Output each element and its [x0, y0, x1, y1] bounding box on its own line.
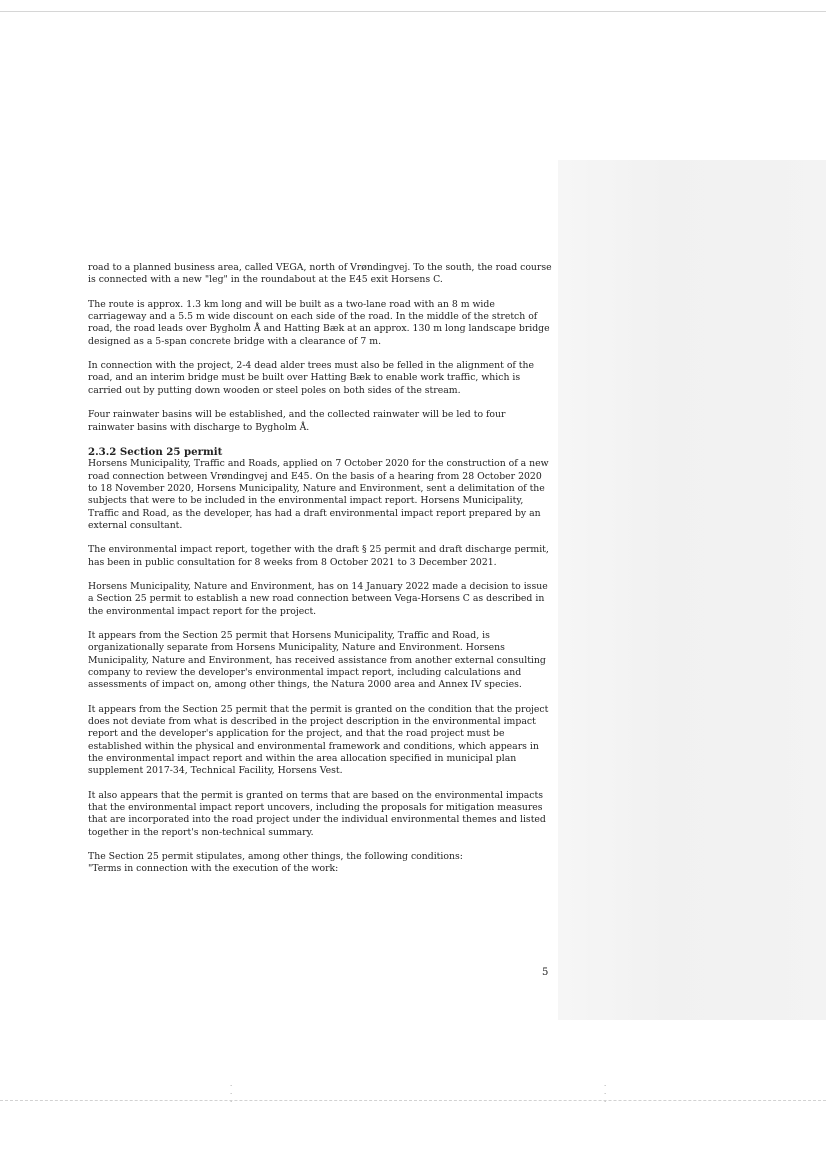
paragraph: It also appears that the permit is granted on terms that are based on the environmental impacts that the environmental impact report uncovers, including the proposals for mitigation measures that are incorporated into the road project under the individual environmental themes and listed together in the report's non-technical summary.	[88, 789, 546, 838]
paragraph: The route is approx. 1.3 km long and will be built as a two-lane road with an 8 m wide carriageway and a 5.5 m wide discount on each side of the road. In the middle of the stretch of road, the road leads over Bygholm Å and Hatting Bæk at an approx. 130 m long landscape bridge designed as a 5-span concrete bridge with a clearance of 7 m.	[88, 298, 550, 347]
paragraph: It appears from the Section 25 permit that the permit is granted on the condition that the project does not deviate from what is described in the project description in the environmental impact report and the developer's application for the project, and that the road project must be established within the physical and environmental framework and conditions, which appears in the environmental impact report and within the area allocation specified in municipal plan supplement 2017-34, Technical Facility, Horsens Vest.	[88, 703, 549, 777]
paragraph: Horsens Municipality, Traffic and Roads, applied on 7 October 2020 for the construction of a new road connection between Vrøndingvej and E45. On the basis of a hearing from 28 October 2020 to 18 November 2020, Horsens Municipality, Nature and Environment, sent a delimitation of the subjects that were to be included in the environmental impact report. Horsens Municipality, Traffic and Road, as the developer, has had a draft environmental impact report prepared by an external consultant.	[88, 458, 549, 531]
top-scan-rule	[0, 11, 826, 12]
section-heading: 2.3.2 Section 25 permit	[88, 446, 223, 459]
paragraph: In connection with the project, 2-4 dead alder trees must also be felled in the alignment of the road, and an interim bridge must be built over Hatting Bæk to enable work traffic, which is carried out by putting down wooden or steel poles on both sides of the stream.	[88, 360, 535, 396]
scan-shadow	[558, 160, 826, 1020]
page-number: 5	[542, 967, 549, 978]
paragraph: The environmental impact report, together with the draft § 25 permit and draft discharge permit, has been in public consultation for 8 weeks from 8 October 2021 to 3 December 2021.	[88, 544, 549, 568]
bottom-scan-rule	[0, 1100, 826, 1101]
closing-line: The Section 25 permit stipulates, among other things, the following conditions:	[88, 851, 463, 863]
paragraph: It appears from the Section 25 permit that Horsens Municipality, Traffic and Road, is organizationally separate from Horsens Municipality, Nature and Environment. Horsens Municipality, Nature and Environment, has received assistance from another external consulting company to review the developer's environmental impact report, including calculations and assessments of impact on, among other things, the Natura 2000 area and Annex IV species.	[88, 630, 546, 691]
document-body	[88, 262, 553, 876]
paragraph: Four rainwater basins will be established, and the collected rainwater will be led to four rainwater basins with discharge to Bygholm Å.	[88, 409, 506, 433]
scan-artifact: · · ·	[230, 1082, 233, 1106]
paragraph: road to a planned business area, called VEGA, north of Vrøndingvej. To the south, the road course is connected with a new "leg" in the roundabout at the E45 exit Horsens C.	[88, 262, 552, 286]
scan-artifact: · · ·	[604, 1082, 607, 1106]
closing-line: "Terms in connection with the execution of the work:	[88, 863, 339, 875]
paragraph: Horsens Municipality, Nature and Environment, has on 14 January 2022 made a decision to issue a Section 25 permit to establish a new road connection between Vega-Horsens C as described in the environmental impact report for the project.	[88, 581, 548, 617]
